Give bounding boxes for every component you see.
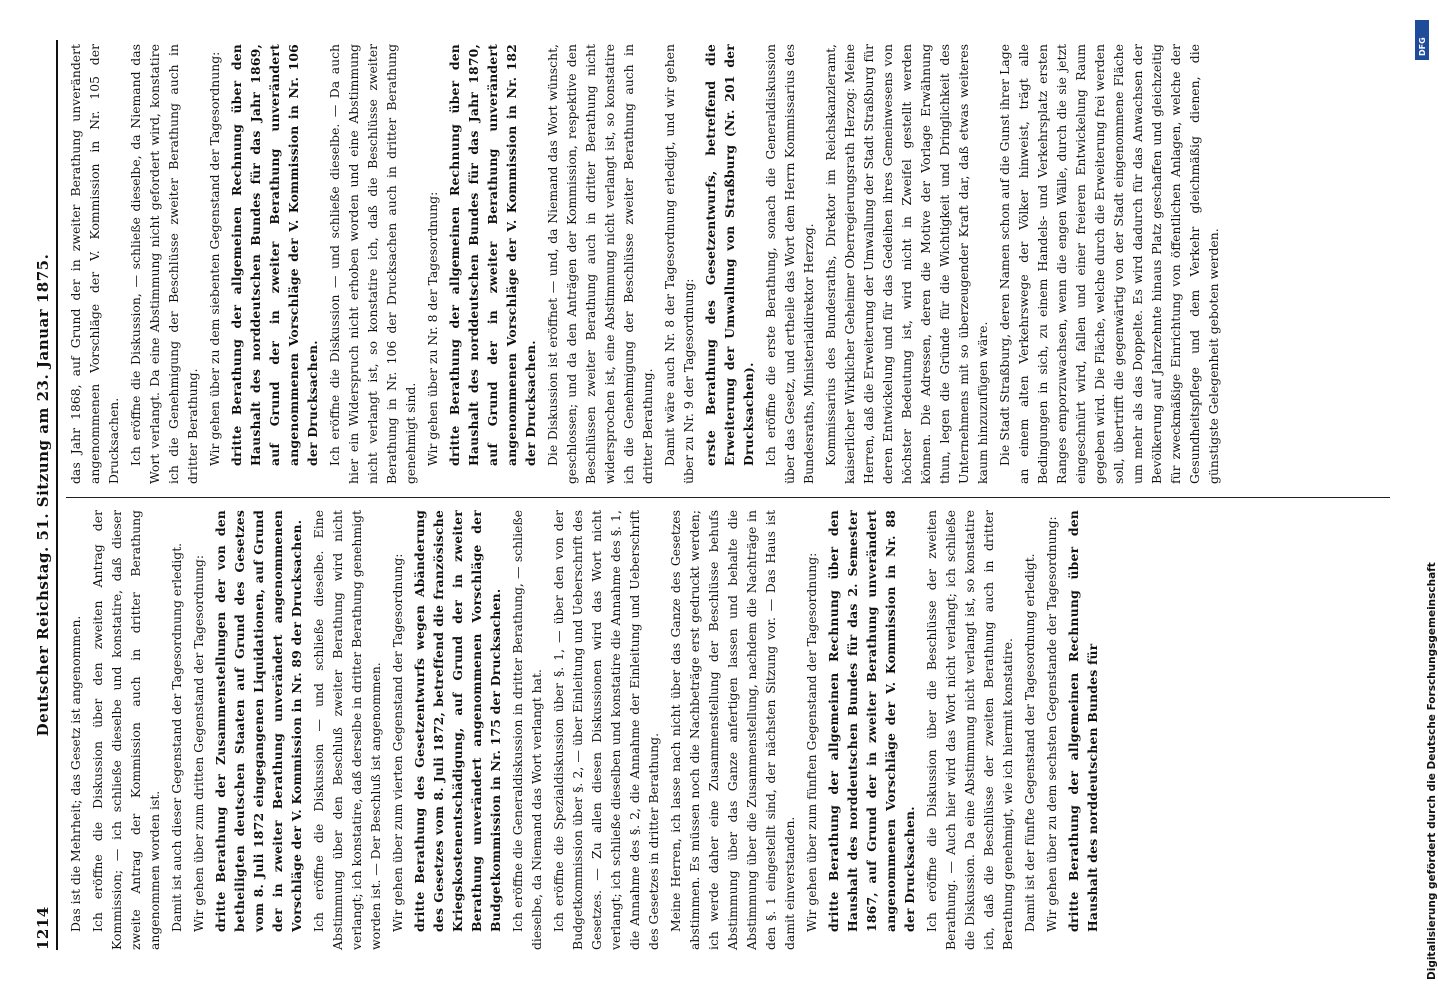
paragraph: Wir gehen über zum dritten Gegenstand der Tagesordnung: bbox=[191, 554, 206, 932]
paragraph: Wir gehen über zu Nr. 8 der Tagesordnung: bbox=[425, 191, 440, 466]
agenda-heading: dritte Berathung der Zusammenstellungen der von den betheiligten deutschen Staaten auf Grund des Gesetzes vom 8. Juli 1872 eingegangenen Liquidationen, auf Grund der in zweiter Berathung unverändert angenommenen Vorschläge der V. Kommission in Nr. 89 der Drucksachen. bbox=[213, 510, 304, 932]
dfg-logo bbox=[1415, 20, 1429, 60]
paragraph: Das ist die Mehrheit; das Gesetz ist angenommen. bbox=[68, 615, 83, 932]
agenda-heading: dritte Berathung der allgemeinen Rechnung über den Haushalt des norddeutschen Bundes für bbox=[1066, 510, 1100, 932]
paragraph: Die Stadt Straßburg, deren Namen schon auf die Gunst ihrer Lage an einem alten Verkehrswege der Völker hinweist, trägt alle Bedingungen in sich, zu einem Handels- und Verkehrsplatz ersten Ranges emporzuwachsen, wenn die engen Wälle, durch die sie jetzt eingeschnürt wird, fallen und einer freieren Entwickelung Raum gegeben wird. Die Fläche, welche durch die Erweiterung frei werden soll, übertrifft die gegenwärtig von der Stadt eingenommene Fläche um mehr als das Doppelte. Es wird dadurch für das Anwachsen der Bevölkerung auf Jahrzehnte hinaus Platz geschaffen und gleichzeitig für zweckmäßige Einrichtung von öffentlichen Anlagen, welche der Gesundheitspflege und dem Verkehr gleichmäßig dienen, die günstigste Gelegenheit geboten werden. bbox=[997, 44, 1221, 484]
agenda-heading: dritte Berathung der allgemeinen Rechnung über den Haushalt des norddeutschen Bundes für das Jahr 1869, auf Grund der in zweiter Berathung unverändert angenommenen Vorschläge der V. Kommission in Nr. 106 der Drucksachen. bbox=[229, 44, 320, 466]
paragraph: Wir gehen über zu dem sechsten Gegenstande der Tagesordnung: bbox=[1044, 516, 1059, 932]
paragraph: Ich eröffne die Diskussion über den zweiten Antrag der Kommission; — ich schließe dieselbe und konstatire, daß dieser zweite Antrag der Kommission auch in dritter Berathung angenommen worden ist. bbox=[90, 510, 162, 950]
agenda-heading: dritte Berathung der allgemeinen Rechnung über den Haushalt des norddeutschen Bundes für das Jahr 1870, auf Grund der in zweiter Berathung unverändert angenommenen Vorschläge der V. Kommission in Nr. 182 der Drucksachen. bbox=[447, 44, 538, 466]
paragraph: Die Diskussion ist eröffnet — und, da Niemand das Wort wünscht, geschlossen; und da den Anträgen der Kommission, respektive den Beschlüssen zweiter Berathung auch in dritter Berathung nicht widersprochen ist, eine Abstimmung nicht verlangt ist, so konstatire ich die Genehmigung der Beschlüsse zweiter Berathung auch in dritter Berathung. bbox=[545, 44, 655, 484]
scanned-page bbox=[10, 20, 1410, 980]
paragraph: Ich eröffne die Diskussion über die Beschlüsse der zweiten Berathung. — Auch hier wird das Wort nicht verlangt; ich schließe die Diskussion. Da eine Abstimmung nicht verlangt ist, so konstatire ich, daß die Beschlüsse der zweiten Berathung auch in dritter Berathung genehmigt, wie ich hiermit konstatire. bbox=[924, 510, 1015, 950]
dfg-logo-text: DFG bbox=[1418, 37, 1427, 56]
paragraph: Wir gehen über zum vierten Gegenstand der Tagesordnung: bbox=[390, 553, 405, 932]
agenda-heading: erste Berathung des Gesetzentwurfs, betreffend die Erweiterung der Umwallung von Straßburg (Nr. 201 der Drucksachen). bbox=[703, 44, 756, 466]
paragraph: Wir gehen über zu dem siebenten Gegenstand der Tagesordnung: bbox=[207, 51, 222, 466]
agenda-heading: dritte Berathung des Gesetzentwurfs wegen Abänderung des Gesetzes vom 8. Juli 1872, betreffend die französische Kriegskostenentschädigung, auf Grund der in zweiter Berathung unverändert angenommenen Vorschläge der Budgetkommission in Nr. 175 der Drucksachen. bbox=[412, 510, 503, 932]
text-columns bbox=[66, 40, 1390, 950]
right-column bbox=[66, 44, 1390, 484]
agenda-heading: dritte Berathung der allgemeinen Rechnung über den Haushalt des norddeutschen Bundes für das 2. Semester 1867, auf Grund der in zweiter Berathung unverändert angenommenen Vorschläge der V. Kommission in Nr. 88 der Drucksachen. bbox=[826, 510, 917, 932]
column-divider bbox=[66, 497, 1390, 498]
digitization-credit: Digitalisierung gefördert durch die Deutsche Forschungsgemeinschaft bbox=[1426, 562, 1438, 980]
paragraph: Ich eröffne die Spezialdiskussion über §. 1, — über den von der Budgetkommission über §. 2, — über Einleitung und Ueberschrift des Gesetzes. — Zu allen diesen Diskussionen wird das Wort nicht verlangt; ich schließe dieselben und konstatire die Annahme des §. 1, die Annahme des §. 2, die Annahme der Einleitung und Ueberschrift des Gesetzes in dritter Berathung. bbox=[551, 510, 661, 950]
paragraph: Damit ist auch dieser Gegenstand der Tagesordnung erledigt. bbox=[169, 542, 184, 932]
paragraph: Kommissarius des Bundesraths, Direktor im Reichskanzleramt, kaiserlicher Wirklicher Geheimer Oberregierungsrath Herzog: Meine Herren, daß die Erweiterung der Umwallung der Stadt Straßburg für deren Entwickelung und für das Gedeihen ihres Gemeinwesens von höchster Bedeutung ist, wird nicht in Zweifel gestellt werden können. Die Adressen, deren die Motive der Vorlage Erwähnung thun, legen die Gründe für die Wichtigkeit und Dringlichkeit des Unternehmens mit so überzeugender Kraft dar, daß etwas weiteres kaum hinzuzufügen wäre. bbox=[823, 44, 990, 484]
paragraph: Damit ist der fünfte Gegenstand der Tagesordnung erledigt. bbox=[1022, 553, 1037, 932]
page-header bbox=[32, 40, 58, 950]
page-number: 1214 bbox=[34, 906, 52, 950]
paragraph: Ich eröffne die Diskussion, — schließe dieselbe, da Niemand das Wort verlangt. Da eine Abstimmung nicht gefordert wird, konstatire ich die Genehmigung der Beschlüsse zweiter Berathung auch in dritter Berathung. bbox=[128, 44, 200, 484]
digitization-credit-bar bbox=[1412, 0, 1438, 1000]
paragraph: das Jahr 1868, auf Grund der in zweiter Berathung unverändert angenommenen Vorschläge der V. Kommission in Nr. 105 der Drucksachen. bbox=[68, 44, 121, 484]
paragraph: Wir gehen über zum fünften Gegenstand der Tagesordnung: bbox=[804, 552, 819, 932]
paragraph: Ich eröffne die erste Berathung, sonach die Generaldiskussion über das Gesetz, und ertheile das Wort dem Herrn Kommissarius des Bundesraths, Ministerialdirektor Herzog. bbox=[763, 44, 816, 484]
paragraph: Ich eröffne die Diskussion — und schließe dieselbe. Eine Abstimmung über den Beschluß zweiter Berathung wird nicht verlangt; ich konstatire, daß derselbe in dritter Berathung genehmigt worden ist. — Der Beschluß ist angenommen. bbox=[311, 510, 383, 950]
left-column bbox=[66, 510, 1390, 950]
paragraph: Ich eröffne die Diskussion — und schließe dieselbe. — Da auch hier ein Widerspruch nicht erhoben worden und eine Abstimmung nicht verlangt ist, so konstatire ich, daß die Beschlüsse zweiter Berathung in Nr. 106 der Drucksachen auch in dritter Berathung genehmigt sind. bbox=[327, 44, 418, 484]
page-title: Deutscher Reichstag. 51. Sitzung am 23. Januar 1875. bbox=[34, 253, 52, 737]
paragraph: Damit wäre auch Nr. 8 der Tagesordnung erledigt, und wir gehen über zu Nr. 9 der Tagesordnung: bbox=[662, 44, 696, 484]
paragraph: Ich eröffne die Generaldiskussion in dritter Berathung, — schließe dieselbe, da Niemand das Wort verlangt hat. bbox=[510, 510, 544, 950]
paragraph: Meine Herren, ich lasse nach nicht über das Ganze des Gesetzes abstimmen. Es müssen noch die Nachbeträge erst gedruckt werden; ich werde daher eine Zusammenstellung der Beschlüsse behufs Abstimmung über das Ganze anfertigen lassen und behalte die Abstimmung über die Zusammenstellung, nachdem die Nachträge in den §. 1 eingestellt sind, der nächsten Sitzung vor. — Das Haus ist damit einverstanden. bbox=[668, 510, 797, 950]
